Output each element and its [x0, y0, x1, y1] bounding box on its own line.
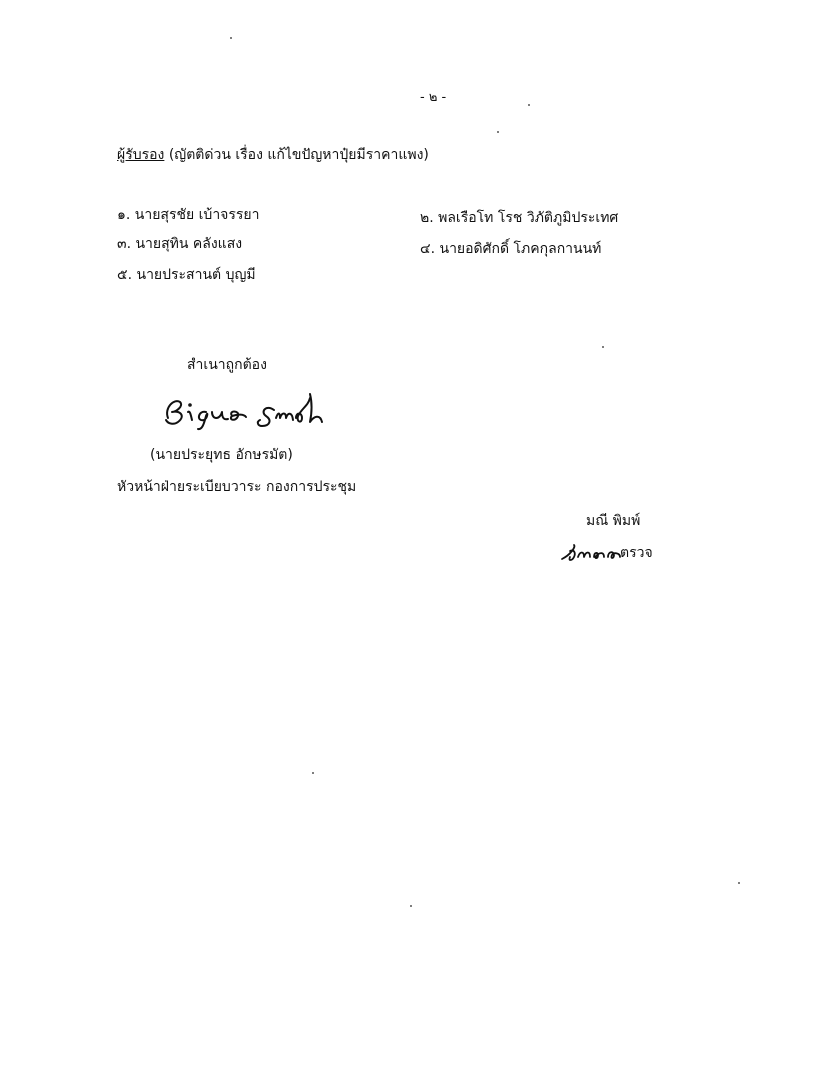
endorser-4: ๔. นายอดิศักดิ์ โภคกุลกานนท์ [420, 241, 602, 257]
scan-speck [312, 772, 314, 774]
typist-note: มณี พิมพ์ [586, 513, 641, 529]
signer-name: (นายประยุทธ อักษรมัต) [150, 447, 293, 463]
page-number: - ๒ - [420, 90, 447, 105]
endorsers-heading [117, 146, 429, 164]
signer-position: หัวหน้าฝ่ายระเบียบวาระ กองการประชุม [117, 479, 357, 495]
scan-speck [738, 882, 740, 884]
endorsers-title: (ญัตติด่วน เรื่อง แก้ไขปัญหาปุ๋ยมีราคาแพง) [168, 147, 429, 163]
scan-speck [528, 104, 530, 106]
endorser-5: ๕. นายประสานต์ บุญมี [117, 267, 256, 283]
handwritten-signature [162, 386, 332, 432]
checker-label: ตรวจ [620, 545, 653, 561]
endorser-1: ๑. นายสุรชัย เบ้าจรรยา [117, 207, 260, 223]
endorser-3: ๓. นายสุทิน คลังแสง [117, 236, 243, 252]
scan-speck [497, 131, 499, 133]
endorsers-label: ผู้รับรอง [117, 147, 165, 163]
checker-initials [560, 541, 624, 565]
scan-speck [410, 905, 412, 907]
certified-label: สำเนาถูกต้อง [187, 357, 267, 373]
endorser-2: ๒. พลเรือโท โรช วิภัติภูมิประเทศ [420, 210, 619, 226]
scan-speck [602, 346, 604, 348]
scan-speck [230, 37, 232, 39]
